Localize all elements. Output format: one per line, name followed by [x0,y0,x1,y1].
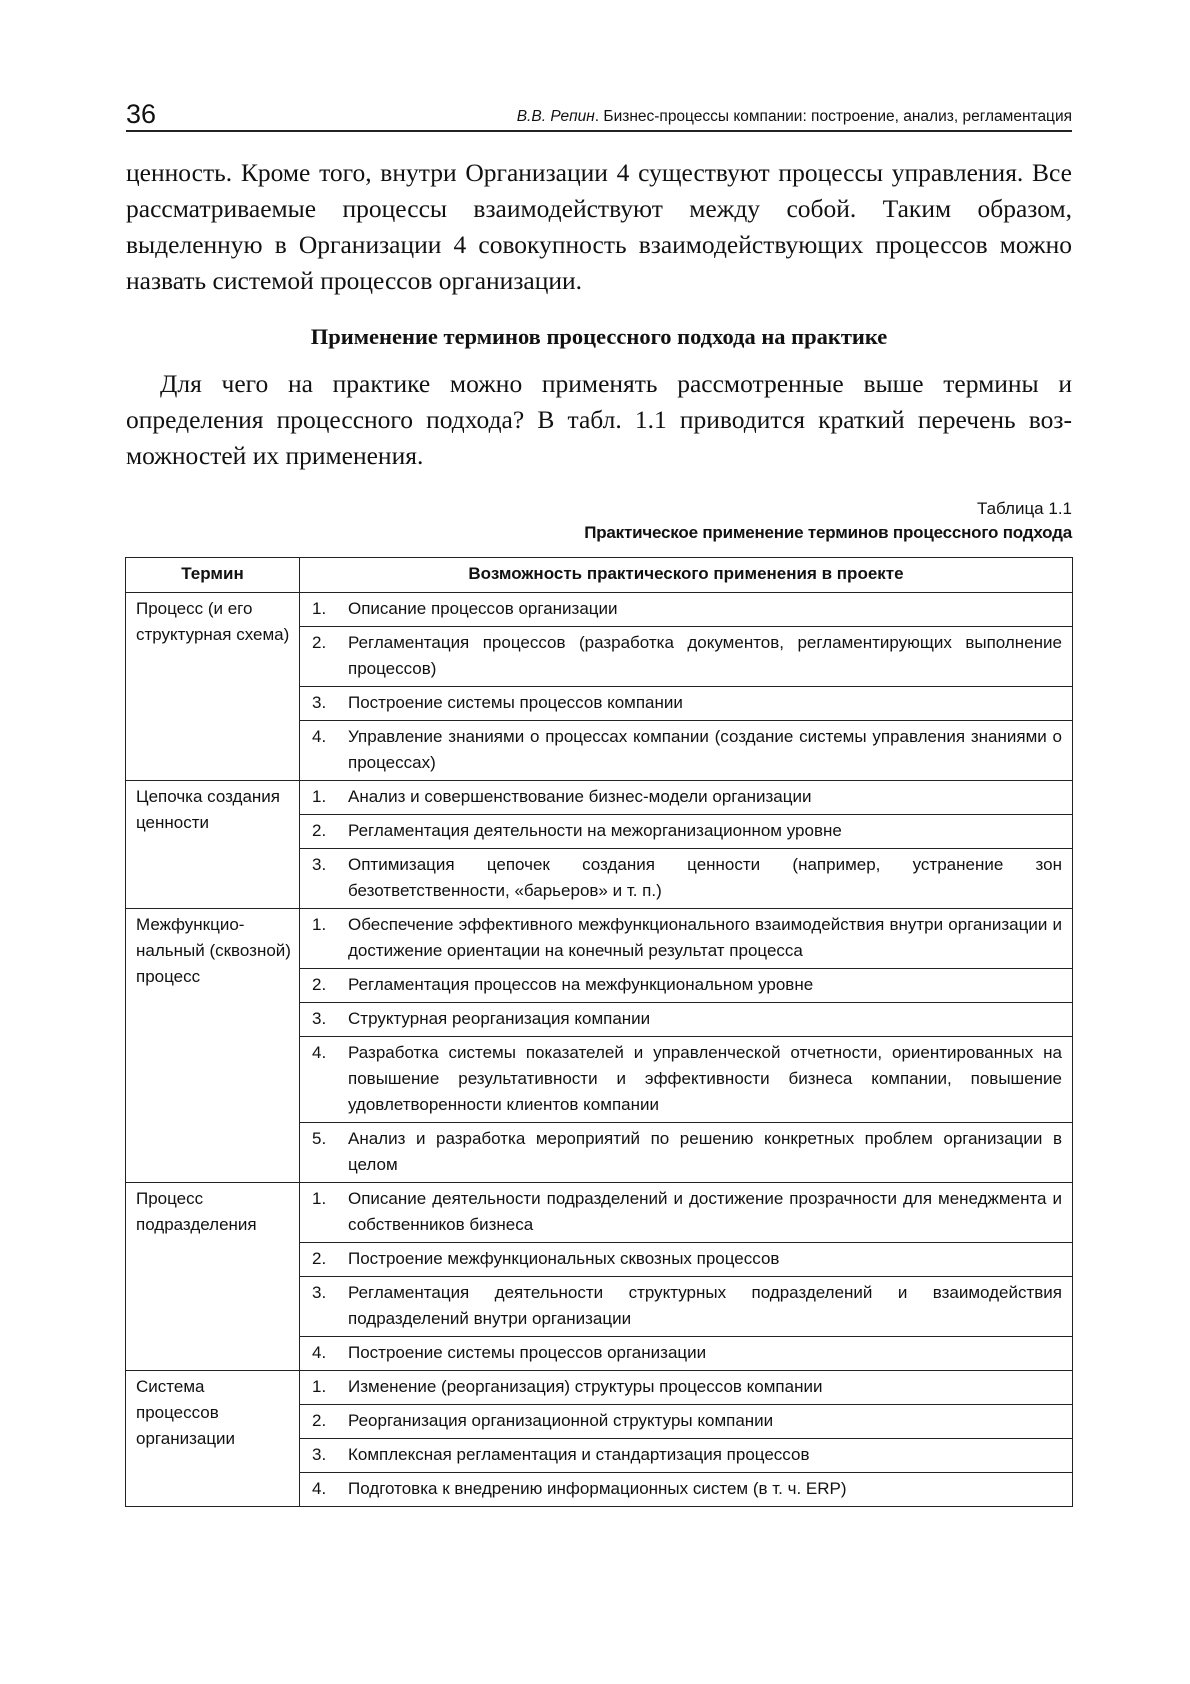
item-number: 3. [312,693,327,712]
item-text: Анализ и совершенствование бизнес-модели организации [348,787,812,806]
application-cell [300,1243,1073,1277]
item-number: 1. [312,1189,327,1208]
table-title: Практическое применение терминов процессного подхода [584,523,1072,542]
table-row [126,781,1073,815]
item-text: Разработка системы показателей и управленческой отчетности, ориентированных на повышение результативности и эффективности бизнеса компании, повышение удовлетворенности клиентов компании [348,1043,1062,1114]
term-cell: Система процессов организации [126,1371,300,1507]
terms-table [125,557,1073,1507]
item-text: Структурная реорганизация компании [348,1009,651,1028]
application-cell [300,687,1073,721]
paragraph-2: Для чего на практике можно применять рассмотренные выше термины и определения процессного подхода? В табл. 1.1 приводится краткий перечень возможностей их применения. [126,369,1072,470]
item-number: 2. [312,975,327,994]
application-cell [300,593,1073,627]
item-number: 4. [312,1043,327,1062]
item-text: Анализ и разработка мероприятий по решению конкретных проблем организации в целом [348,1129,1062,1174]
application-item [300,1374,1062,1400]
header-term: Термин [126,558,300,593]
item-number: 5. [312,1129,327,1148]
application-item [300,690,1062,716]
application-item [300,1280,1062,1332]
item-number: 2. [312,821,327,840]
term-cell: Процесс (и его структурная схема) [126,593,300,781]
table-caption [584,497,1072,545]
table-row [126,1183,1073,1243]
application-cell [300,1473,1073,1507]
section-heading: Применение терминов процессного подхода на практике [310,324,888,349]
application-cell [300,721,1073,781]
item-text: Реорганизация организационной структуры компании [348,1411,774,1430]
application-cell [300,1277,1073,1337]
item-number: 3. [312,1445,327,1464]
item-text: Обеспечение эффективного межфункционального взаимодействия внутри организации и достижение ориентации на конечный результат процесса [348,915,1062,960]
table-body [126,593,1073,1507]
application-cell [300,1371,1073,1405]
item-text: Управление знаниями о процессах компании (создание системы управления знаниями о процессах) [348,727,1062,772]
item-number: 1. [312,1377,327,1396]
header-application: Возможность практического применения в проекте [300,558,1073,593]
book-title-text: . Бизнес-процессы компании: построение, анализ, регламентация [594,108,1072,125]
item-number: 2. [312,1249,327,1268]
item-text: Регламентация процессов (разработка документов, регламентирующих выполнение процессов) [348,633,1062,678]
item-text: Описание процессов организации [348,599,618,618]
item-text: Регламентация деятельности на межорганизационном уровне [348,821,842,840]
application-item [300,784,1062,810]
application-cell [300,969,1073,1003]
application-cell [300,1037,1073,1123]
application-cell [300,1337,1073,1371]
application-item [300,1006,1062,1032]
item-text: Оптимизация цепочек создания ценности (например, устранение зон безответственности, «барьеров» и т. п.) [348,855,1062,900]
item-number: 4. [312,1343,327,1362]
item-text: Построение системы процессов организации [348,1343,707,1362]
item-text: Описание деятельности подразделений и достижение прозрачности для менеджмента и собственников бизнеса [348,1189,1062,1234]
table-row [126,593,1073,627]
table-row [126,909,1073,969]
application-item [300,596,1062,622]
paragraph-1: ценность. Кроме того, внутри Организации 4 существуют процессы управления. Все рассматриваемые процессы взаимодействуют между собой. Таким образом, выделенную в Организации 4 совокупность взаимодействующих процессов можно назвать системой процессов организации. [126,158,1072,295]
book-title [517,109,1072,125]
application-cell [300,1123,1073,1183]
item-number: 1. [312,599,327,618]
table-header-row [126,558,1073,593]
item-text: Регламентация процессов на межфункциональном уровне [348,975,814,994]
application-item [300,1186,1062,1238]
author-name: В.В. Репин [516,108,595,125]
page-number: 36 [126,99,157,129]
application-cell [300,909,1073,969]
item-text: Построение межфункциональных сквозных процессов [348,1249,780,1268]
item-number: 2. [312,1411,327,1430]
item-text: Регламентация деятельности структурных подразделений и взаимодействия подразделений внутри организации [348,1283,1062,1328]
application-cell [300,627,1073,687]
application-item [300,724,1062,776]
application-cell [300,1183,1073,1243]
application-item [300,1246,1062,1272]
application-item [300,1476,1062,1502]
application-item [300,1442,1062,1468]
application-item [300,1408,1062,1434]
application-cell [300,1003,1073,1037]
item-text: Комплексная регламентация и стандартизация процессов [348,1445,810,1464]
item-text: Построение системы процессов компании [348,693,683,712]
application-item [300,1126,1062,1178]
application-item [300,630,1062,682]
application-item [300,818,1062,844]
term-cell: Процесс подразделения [126,1183,300,1371]
item-number: 3. [312,1283,327,1302]
item-number: 3. [312,1009,327,1028]
application-item [300,912,1062,964]
application-item [300,1040,1062,1118]
term-cell: Цепочка создания ценности [126,781,300,909]
application-item [300,972,1062,998]
item-text: Изменение (реорганизация) структуры процессов компании [348,1377,823,1396]
item-text: Подготовка к внедрению информационных систем (в т. ч. ERP) [348,1479,847,1498]
application-item [300,852,1062,904]
item-number: 4. [312,1479,327,1498]
application-cell [300,1439,1073,1473]
item-number: 1. [312,915,327,934]
item-number: 2. [312,633,327,652]
item-number: 4. [312,727,327,746]
application-cell [300,1405,1073,1439]
table-number: Таблица 1.1 [976,499,1072,518]
running-header [126,96,1072,132]
table-row [126,1371,1073,1405]
item-number: 3. [312,855,327,874]
application-cell [300,849,1073,909]
item-number: 1. [312,787,327,806]
term-cell: Межфункциональный (сквозной) процесс [126,909,300,1183]
application-cell [300,781,1073,815]
application-cell [300,815,1073,849]
application-item [300,1340,1062,1366]
